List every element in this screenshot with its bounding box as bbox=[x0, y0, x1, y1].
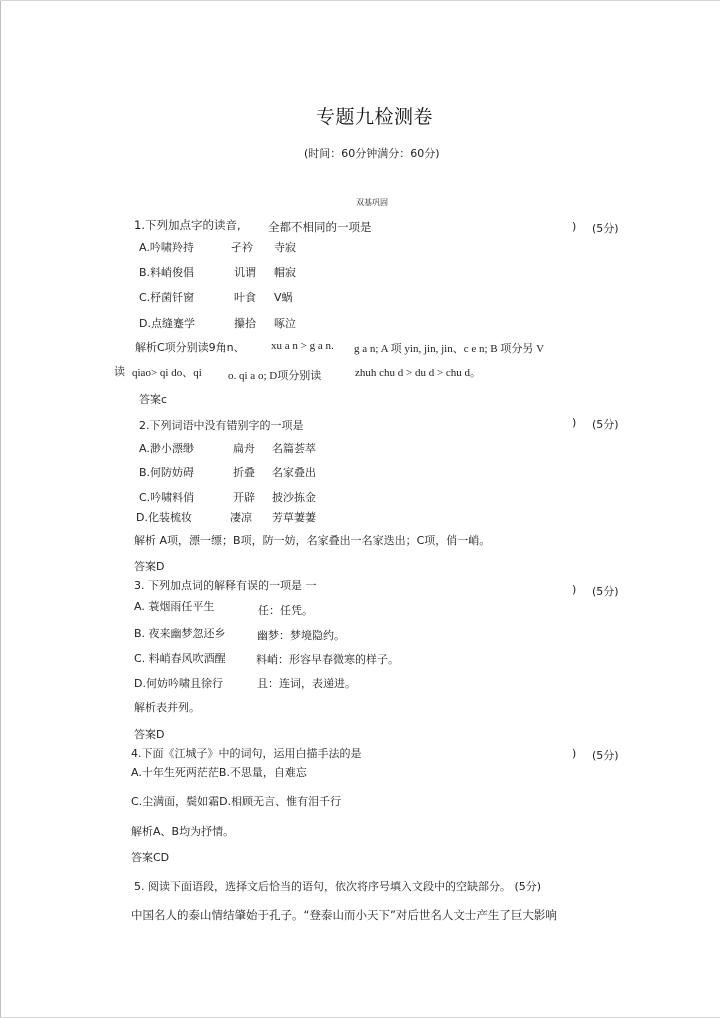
q4-points: (5分) bbox=[592, 749, 619, 762]
q2-option-b-1: B.何防妨碍 bbox=[139, 466, 195, 479]
q1-option-b-2: 讥谓 bbox=[234, 266, 256, 279]
q4-analysis: 解析A、B均为抒情。 bbox=[131, 825, 235, 838]
q4-paren: ) bbox=[572, 747, 577, 760]
q2-answer: 答案D bbox=[134, 560, 165, 573]
page-border-top bbox=[0, 0, 720, 1]
q1-analysis-part7: zhuh chu d > du d > chu d。 bbox=[355, 367, 482, 379]
q2-option-b-2: 折叠 bbox=[233, 466, 255, 479]
q4-stem: 4.下面《江城子》中的词句，运用白描手法的是 bbox=[131, 747, 362, 760]
q3-answer: 答案D bbox=[134, 728, 165, 741]
page-title: 专题九检测卷 bbox=[316, 106, 434, 128]
q3-option-c-2: 料峭：形容早春微寒的样子。 bbox=[256, 653, 399, 666]
q3-stem: 3. 下列加点词的解释有误的一项是 一 bbox=[134, 579, 317, 592]
q1-option-a-1: A.吟啸羚持 bbox=[139, 241, 194, 254]
q5-stem: 5. 阅读下面语段，选择文后恰当的语句，依次将序号填入文段中的空缺部分。 (5分) bbox=[134, 880, 542, 893]
q2-option-b-3: 名家叠出 bbox=[272, 466, 316, 479]
q2-option-c-3: 披沙拣金 bbox=[272, 491, 316, 504]
q2-option-c-2: 开辟 bbox=[233, 491, 255, 504]
q5-paragraph: 中国名人的泰山情结肇始于孔子。“登泰山而小天下”对后世名人文士产生了巨大影响 bbox=[131, 908, 557, 922]
q1-option-d-2: 攥拾 bbox=[234, 317, 256, 330]
q3-option-a-2: 任：任凭。 bbox=[258, 604, 313, 617]
q1-analysis-part1: 解析C项分别读9角n、 bbox=[135, 341, 245, 354]
q3-option-a-1: A. 蓑烟雨任平生 bbox=[134, 600, 215, 613]
q1-option-c-2: 叶食 bbox=[234, 291, 256, 304]
q1-stem: 1.下列加点字的读音, bbox=[134, 218, 241, 232]
q3-paren: ) bbox=[572, 583, 577, 596]
q1-option-d-1: D.点缝蹇学 bbox=[139, 317, 195, 330]
q3-option-c-1: C. 料峭春风吹酒醒 bbox=[134, 652, 226, 665]
q1-option-a-3: 寺寂 bbox=[274, 241, 296, 254]
q4-answer: 答案CD bbox=[131, 851, 170, 864]
page-border-left bbox=[0, 0, 1, 1018]
q1-option-c-1: C.杼菌钎窗 bbox=[139, 291, 195, 304]
q1-option-d-3: 啄泣 bbox=[274, 317, 296, 330]
q1-analysis-part3: g a n; A 项 yin, jin, jin、c e n; B 项分另 V bbox=[354, 343, 545, 355]
q2-points: (5分) bbox=[592, 418, 619, 431]
q2-option-a-1: A.渺小漂缈 bbox=[139, 442, 194, 455]
q2-paren: ) bbox=[572, 416, 577, 429]
q3-option-d-2: 且：连词，表递进。 bbox=[257, 677, 356, 690]
q1-option-b-1: B.料峭俊倡 bbox=[139, 266, 195, 279]
q1-stem-continued: 全都不相同的一项是 bbox=[268, 220, 372, 234]
q1-analysis-part4: 读 bbox=[114, 365, 125, 378]
section-heading: 双基巩固 bbox=[356, 198, 388, 207]
q3-option-b-1: B. 夜来幽梦忽还乡 bbox=[134, 627, 226, 640]
q1-analysis-part2: xu a n > g a n. bbox=[271, 340, 334, 352]
q2-option-c-1: C.吟啸料俏 bbox=[139, 491, 195, 504]
q2-stem: 2.下列词语中没有错别字的一项是 bbox=[139, 419, 304, 432]
q4-options-line2: C.尘满面，鬓如霜D.相顾无言、惟有泪千行 bbox=[131, 795, 342, 808]
q1-paren: ) bbox=[572, 220, 577, 233]
q2-option-a-2: 扁舟 bbox=[233, 442, 255, 455]
q2-option-d-2: 凄凉 bbox=[230, 511, 252, 524]
q3-points: (5分) bbox=[592, 585, 619, 598]
q3-analysis: 解析表并列。 bbox=[134, 701, 200, 714]
q2-option-a-3: 名篇荟萃 bbox=[272, 442, 316, 455]
q1-option-a-2: 孑衿 bbox=[231, 241, 253, 254]
q1-option-b-3: 帽寂 bbox=[274, 266, 296, 279]
q4-options-line1: A.十年生死两茫茫B.不思量，自难忘 bbox=[131, 766, 307, 779]
q1-analysis-part6: o. qi a o; D项分别读 bbox=[228, 370, 322, 382]
page-subtitle: (时间：60分钟满分：60分) bbox=[304, 147, 440, 160]
q2-option-d-1: D.化装梳妆 bbox=[136, 511, 192, 524]
q1-analysis-part5: qiao> qi do、qi bbox=[132, 367, 202, 379]
q3-option-d-1: D.何妨吟啸且徐行 bbox=[134, 677, 223, 690]
q1-answer: 答案c bbox=[139, 393, 168, 406]
q3-option-b-2: 幽梦：梦境隐约。 bbox=[257, 629, 345, 642]
q2-analysis: 解析 A项，漂一缥；B项，防一妨，名家叠出一名家迭出；C项，俏一峭。 bbox=[134, 534, 491, 547]
q2-option-d-3: 芳草萋萋 bbox=[272, 511, 316, 524]
q1-option-c-3: V蜗 bbox=[274, 291, 293, 304]
q1-points: (5分) bbox=[592, 222, 619, 235]
